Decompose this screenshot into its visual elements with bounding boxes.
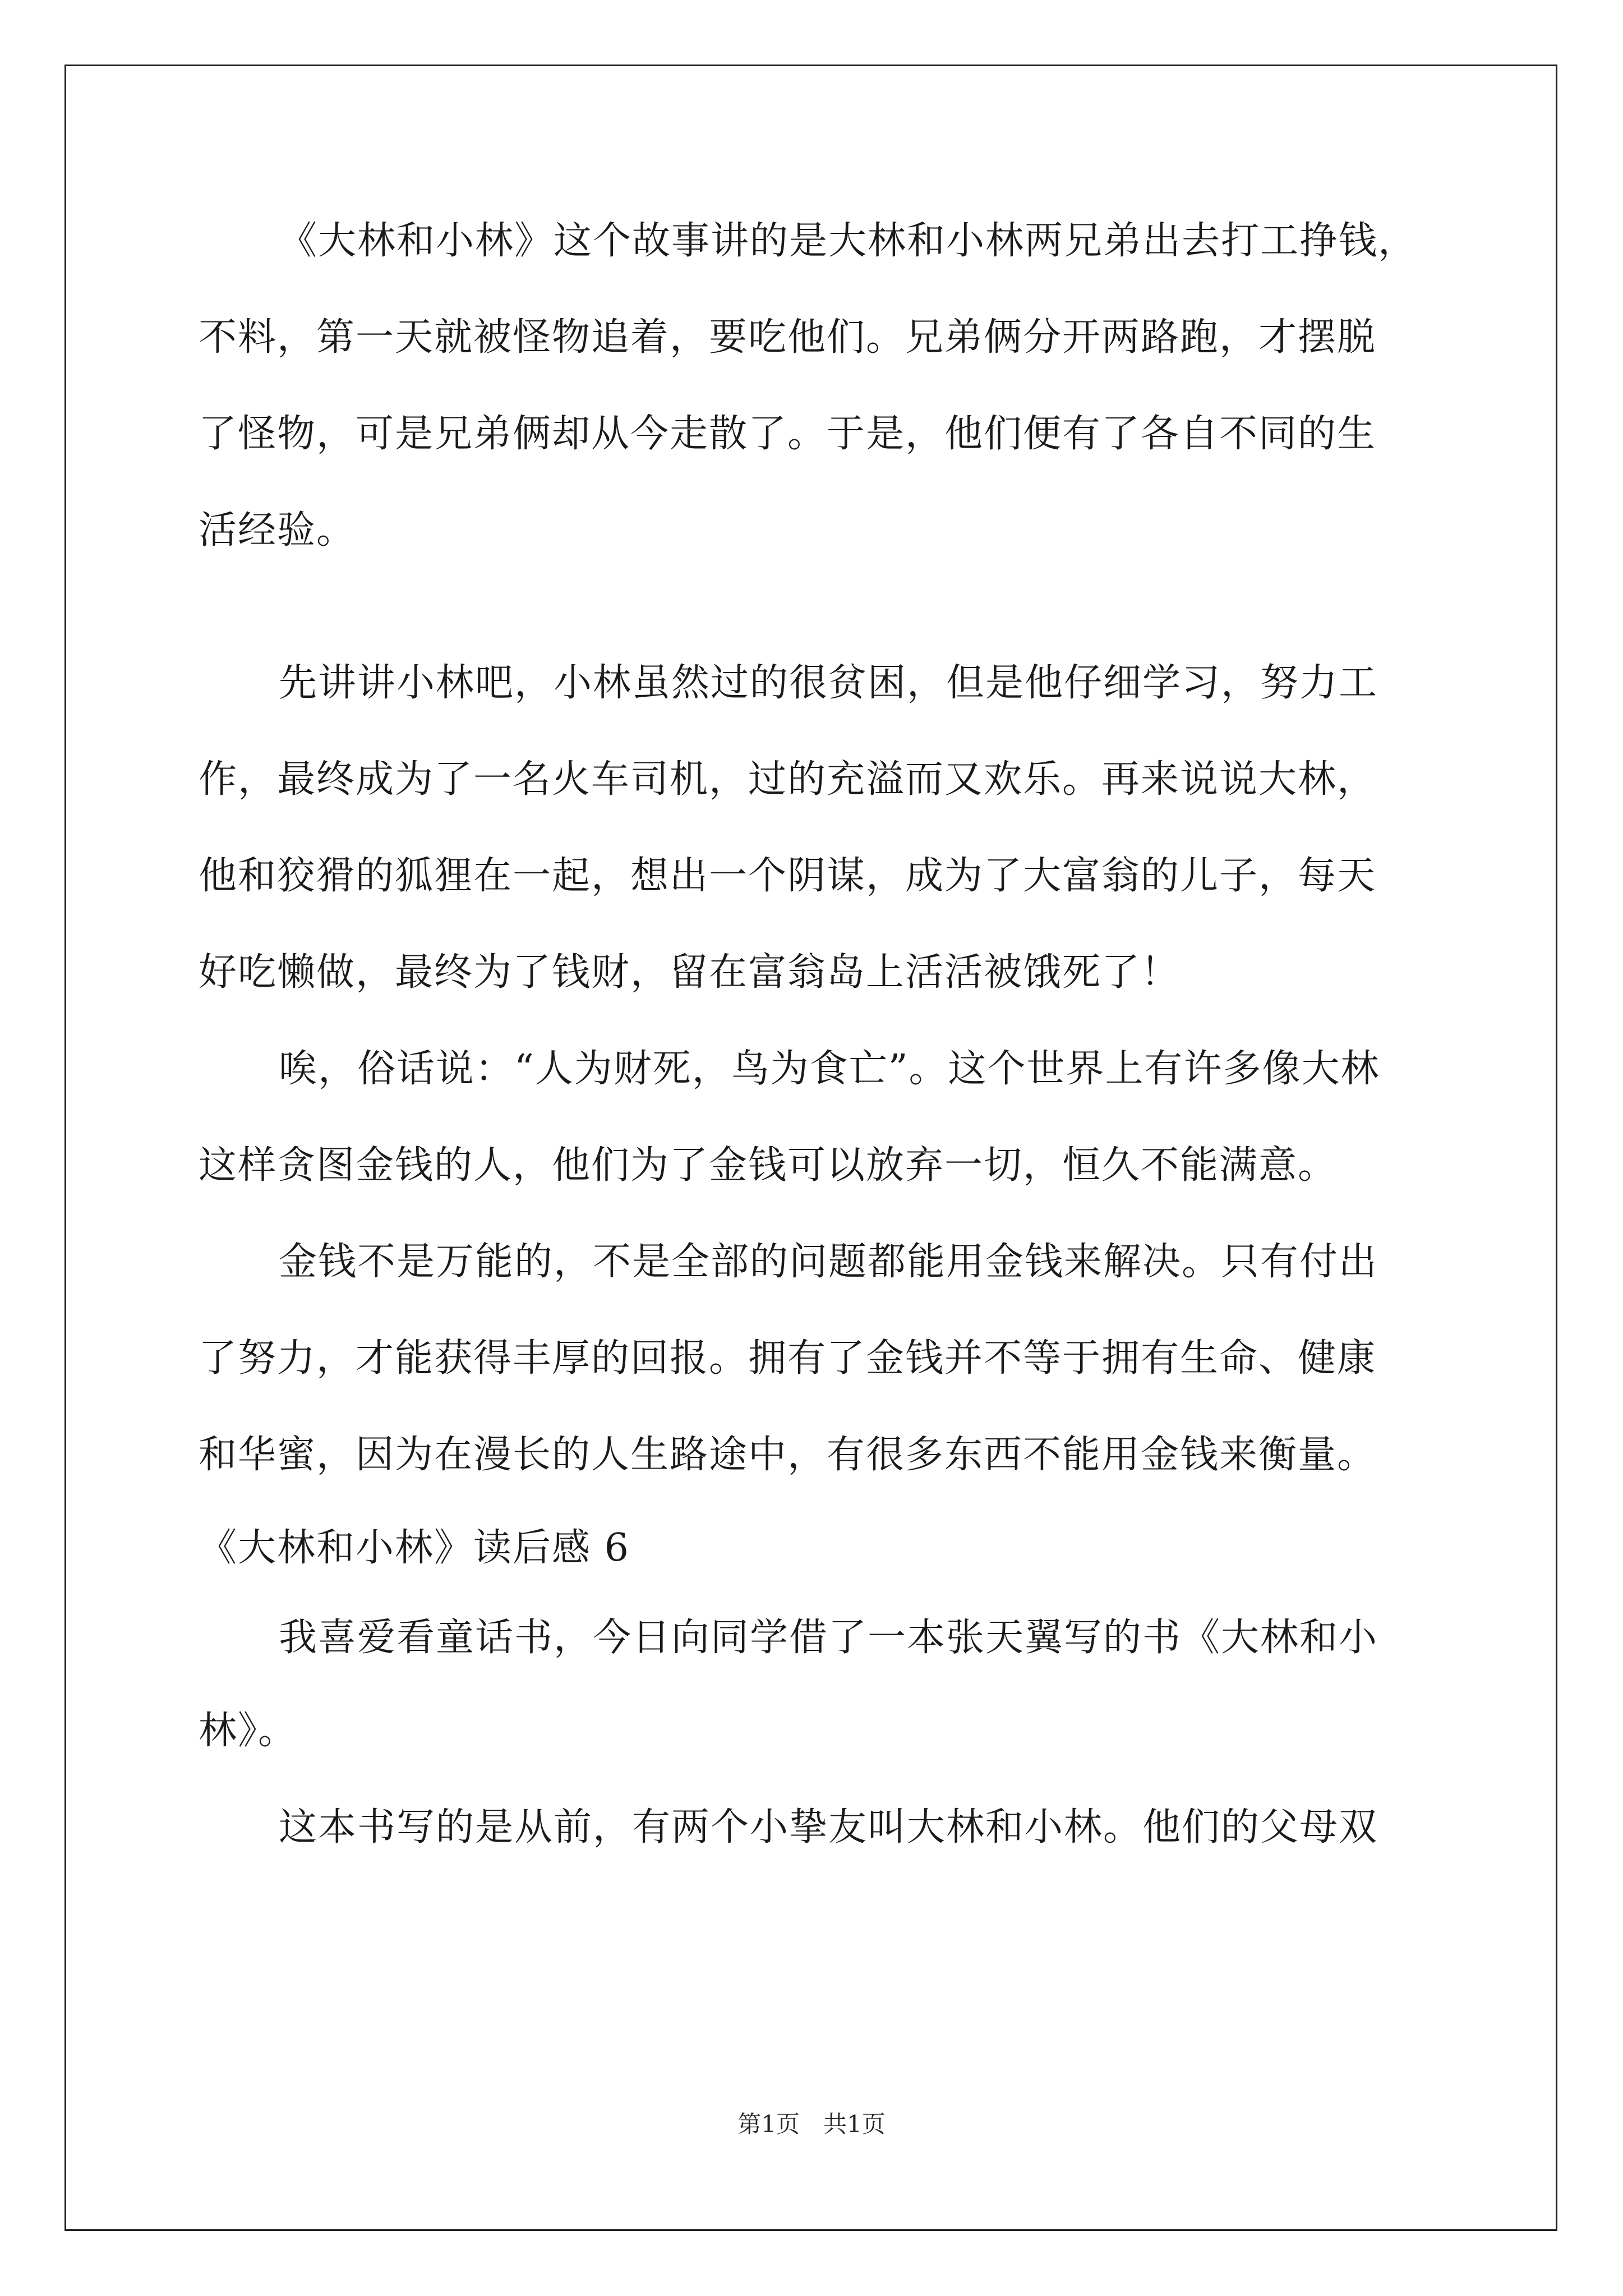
paragraph-line: 唉，俗话说：“人为财死，鸟为食亡”。这个世界上有许多像大林 [279,1047,1380,1091]
paragraph-line: 林》。 [199,1709,298,1753]
paragraph-line: 好吃懒做，最终为了钱财，留在富翁岛上活活被饿死了！ [199,950,1181,995]
paragraph-line: 他和狡猾的狐狸在一起，想出一个阴谋，成为了大富翁的儿子，每天 [199,854,1377,898]
paragraph-line: 《大林和小林》这个故事讲的是大林和小林两兄弟出去打工挣钱， [279,219,1418,263]
paragraph-line: 先讲讲小林吧，小林虽然过的很贫困，但是他仔细学习，努力工 [279,661,1378,705]
page-footer: 第1页 共1页 [737,2110,886,2138]
paragraph-line: 不料，第一天就被怪物追着，要吃他们。兄弟俩分开两路跑，才摆脱 [199,315,1377,360]
paragraph-line: 和华蜜，因为在漫长的人生路途中，有很多东西不能用金钱来衡量。 [199,1433,1377,1477]
paragraph-line: 了怪物，可是兄弟俩却从今走散了。于是，他们便有了各自不同的生 [199,412,1377,456]
paragraph-line: 这样贪图金钱的人，他们为了金钱可以放弃一切，恒久不能满意。 [199,1143,1338,1188]
paragraph-line: 这本书写的是从前，有两个小挚友叫大林和小林。他们的父母双 [279,1805,1378,1849]
paragraph-line: 金钱不是万能的，不是全部的问题都能用金钱来解决。只有付出 [279,1240,1378,1284]
paragraph-line: 作，最终成为了一名火车司机，过的充溢而又欢乐。再来说说大林， [199,757,1377,802]
section-heading: 《大林和小林》读后感 6 [199,1526,630,1570]
paragraph-line: 活经验。 [199,508,356,553]
paragraph-line: 了努力，才能获得丰厚的回报。拥有了金钱并不等于拥有生命、健康 [199,1336,1377,1381]
paragraph-line: 我喜爱看童话书，今日向同学借了一本张天翼写的书《大林和小 [279,1616,1378,1660]
